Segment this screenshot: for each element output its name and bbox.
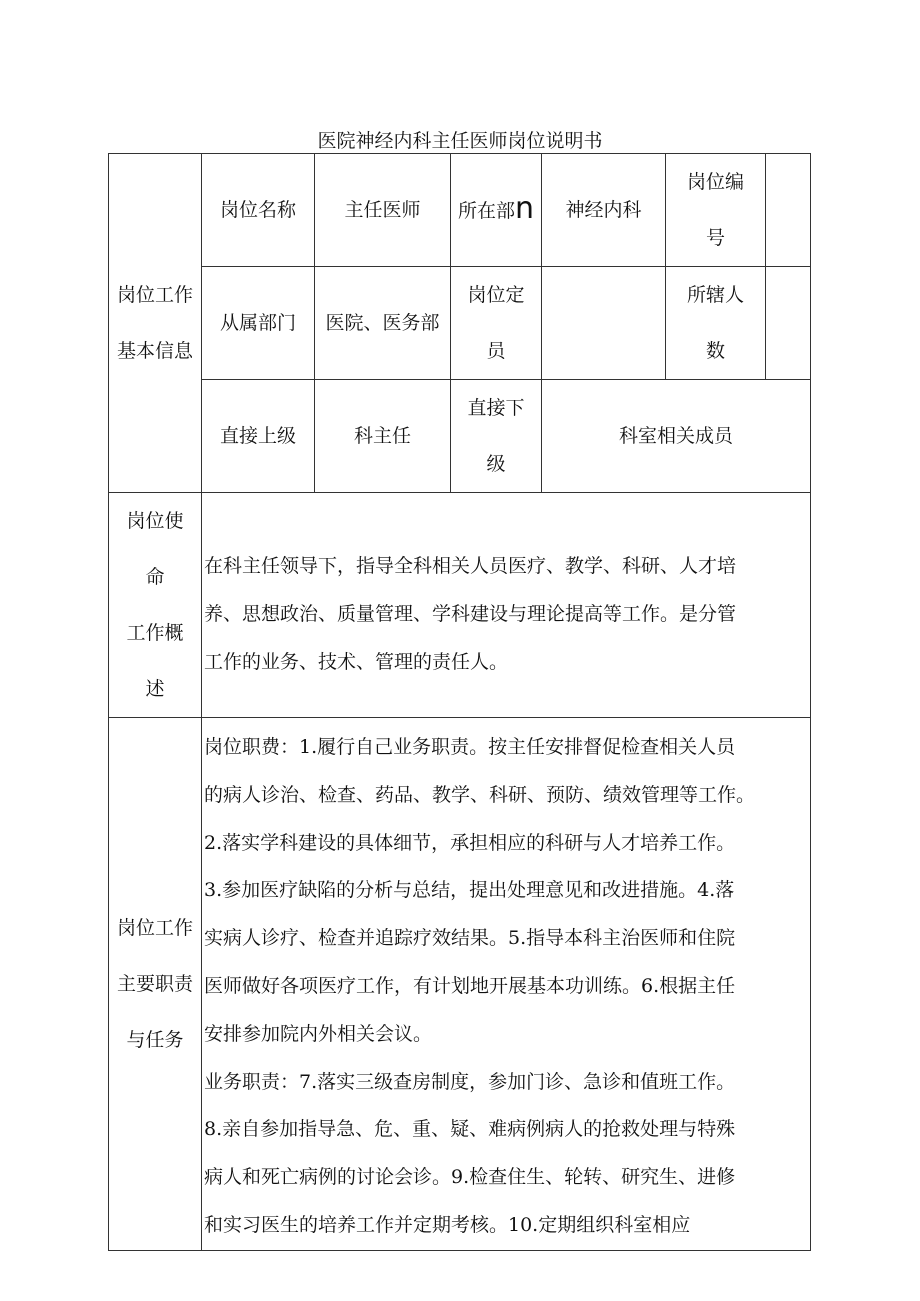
duties-line: 业务职责：7.落实三级查房制度，参加门诊、急诊和值班工作。 (204, 1070, 736, 1093)
position-code-label: 岗位编 号 (666, 154, 766, 267)
mission-line: 养、思想政治、质量管理、学科建设与理论提高等工作。是分管 (204, 603, 737, 625)
department-label-text: 所在部 (457, 200, 515, 222)
basic-info-label: 岗位工作 基本信息 (109, 154, 202, 493)
document-title: 医院神经内科主任医师岗位说明书 (317, 130, 603, 152)
parent-department-label: 从属部门 (202, 267, 315, 380)
parent-department-value: 医院、医务部 (315, 267, 451, 380)
mission-line: 工作的业务、技术、管理的责任人。 (204, 651, 509, 673)
position-name-value: 主任医师 (315, 154, 451, 267)
position-name-label: 岗位名称 (202, 154, 315, 267)
mission-text (202, 493, 811, 718)
direct-superior-value: 科主任 (315, 380, 451, 493)
duties-label: 岗位工作 主要职责 与任务 (109, 718, 202, 1251)
duties-line: 2.落实学科建设的具体细节，承担相应的科研与人才培养工作。 (204, 831, 736, 854)
position-code-value (766, 154, 811, 267)
direct-superior-label: 直接上级 (202, 380, 315, 493)
department-label (451, 154, 542, 267)
mission-line: 在科主任领导下，指导全科相关人员医疗、教学、科研、人才培 (204, 555, 737, 577)
subordinates-count-label: 所辖人 数 (666, 267, 766, 380)
mission-label: 岗位使 命 工作概 述 (109, 493, 202, 718)
duties-line: 病人和死亡病例的讨论会诊。9.检查住生、轮转、研究生、进修 (204, 1166, 736, 1189)
duties-line: 和实习医生的培养工作并定期考核。10.定期组织科室相应 (204, 1213, 691, 1236)
duties-line: 岗位职费：1.履行自己业务职责。按主任安排督促检查相关人员 (204, 736, 736, 758)
duties-line: 8.亲自参加指导急、危、重、疑、难病例病人的抢救处理与特殊 (204, 1118, 736, 1141)
headcount-value (542, 267, 666, 380)
subordinates-count-value (766, 267, 811, 380)
duties-line: 医师做好各项医疗工作，有计划地开展基本功训练。6.根据主任 (204, 974, 736, 997)
duties-line: 安排参加院内外相关会议。 (204, 1022, 433, 1045)
duties-line: 的病人诊治、检查、药品、教学、科研、预防、绩效管理等工作。 (204, 783, 756, 806)
department-label-suffix: n (515, 191, 535, 226)
direct-subordinate-value: 科室相关成员 (542, 380, 811, 493)
duties-text (202, 718, 811, 1251)
direct-subordinate-label: 直接下 级 (451, 380, 542, 493)
duties-line: 实病人诊疗、检查并追踪疗效结果。5.指导本科主治医师和住院 (204, 927, 736, 950)
headcount-label: 岗位定 员 (451, 267, 542, 380)
job-description-table (108, 153, 811, 1251)
duties-line: 3.参加医疗缺陷的分析与总结，提出处理意见和改进措施。4.落 (204, 879, 735, 902)
department-value: 神经内科 (542, 154, 666, 267)
